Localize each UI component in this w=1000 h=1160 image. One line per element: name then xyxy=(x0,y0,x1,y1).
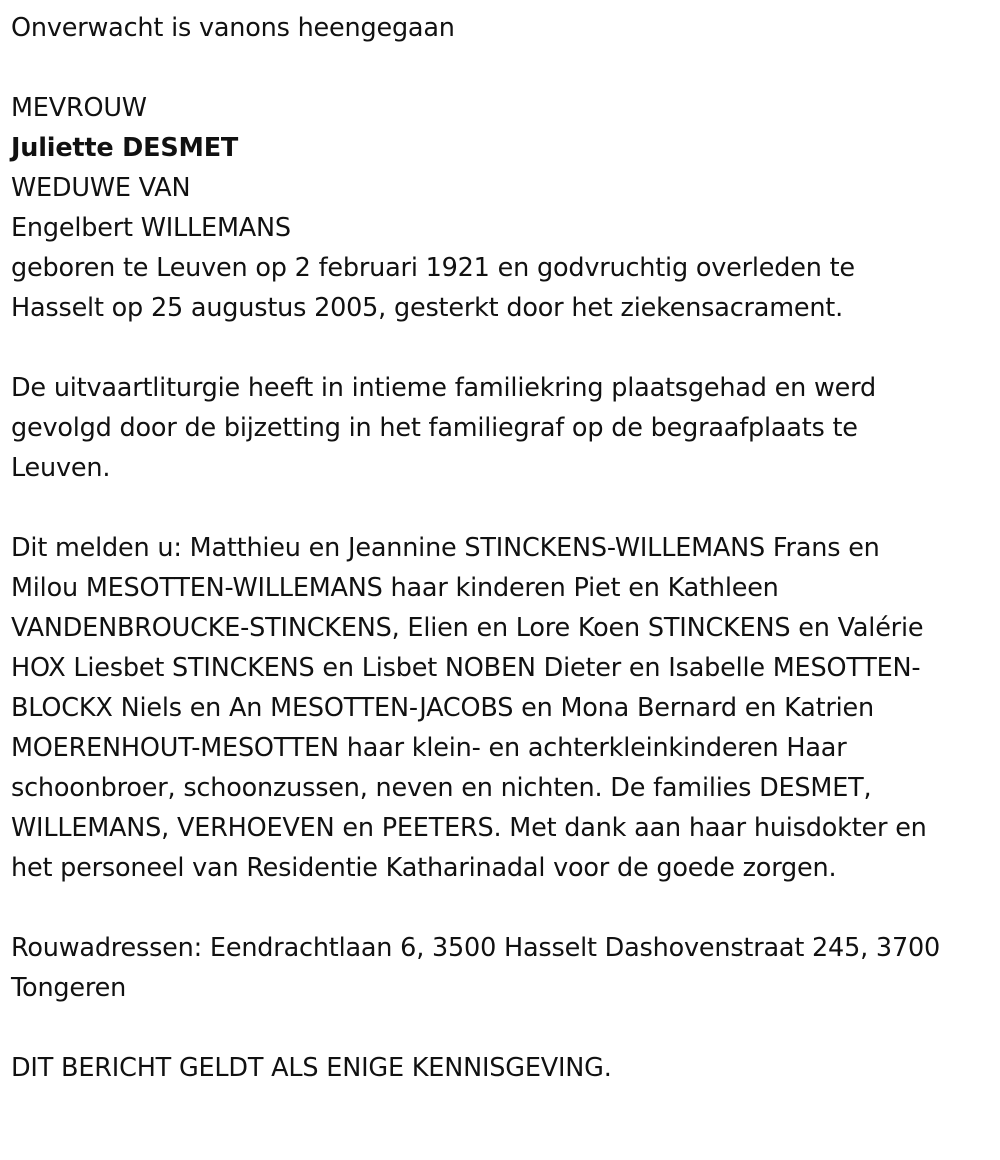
paragraph-line: het personeel van Residentie Katharinadal voor de goede zorgen. xyxy=(11,853,837,883)
spouse-name: Engelbert WILLEMANS xyxy=(11,213,291,243)
paragraph-line: WILLEMANS, VERHOEVEN en PEETERS. Met dank aan haar huisdokter en xyxy=(11,813,927,843)
paragraph-line: gevolgd door de bijzetting in het familiegraf op de begraafplaats te xyxy=(11,413,858,443)
title-prefix: MEVROUW xyxy=(11,93,147,123)
paragraph-line: geboren te Leuven op 2 februari 1921 en godvruchtig overleden te xyxy=(11,253,855,283)
closing-text: DIT BERICHT GELDT ALS ENIGE KENNISGEVING. xyxy=(11,1053,612,1083)
deceased-name: Juliette DESMET xyxy=(11,133,239,163)
paragraph-line: VANDENBROUCKE-STINCKENS, Elien en Lore Koen STINCKENS en Valérie xyxy=(11,613,924,643)
intro-text: Onverwacht is vanons heengegaan xyxy=(11,13,455,43)
paragraph-line: HOX Liesbet STINCKENS en Lisbet NOBEN Dieter en Isabelle MESOTTEN- xyxy=(11,653,921,683)
paragraph-line: Dit melden u: Matthieu en Jeannine STINCKENS-WILLEMANS Frans en xyxy=(11,533,880,563)
paragraph-line: Rouwadressen: Eendrachtlaan 6, 3500 Hasselt Dashovenstraat 245, 3700 xyxy=(11,933,941,963)
announcement-paragraph xyxy=(11,528,989,888)
relation-text: WEDUWE VAN xyxy=(11,173,191,203)
birth-death-paragraph xyxy=(11,248,989,328)
paragraph-line: Tongeren xyxy=(11,973,127,1003)
paragraph-line: Leuven. xyxy=(11,453,111,483)
paragraph-line: Milou MESOTTEN-WILLEMANS haar kinderen Piet en Kathleen xyxy=(11,573,779,603)
paragraph-line: BLOCKX Niels en An MESOTTEN-JACOBS en Mona Bernard en Katrien xyxy=(11,693,874,723)
addresses-paragraph xyxy=(11,928,989,1008)
paragraph-line: MOERENHOUT-MESOTTEN haar klein- en achterkleinkinderen Haar xyxy=(11,733,847,763)
paragraph-line: schoonbroer, schoonzussen, neven en nichten. De families DESMET, xyxy=(11,773,872,803)
funeral-paragraph xyxy=(11,368,989,488)
paragraph-line: Hasselt op 25 augustus 2005, gesterkt door het ziekensacrament. xyxy=(11,293,844,323)
paragraph-line: De uitvaartliturgie heeft in intieme familiekring plaatsgehad en werd xyxy=(11,373,876,403)
